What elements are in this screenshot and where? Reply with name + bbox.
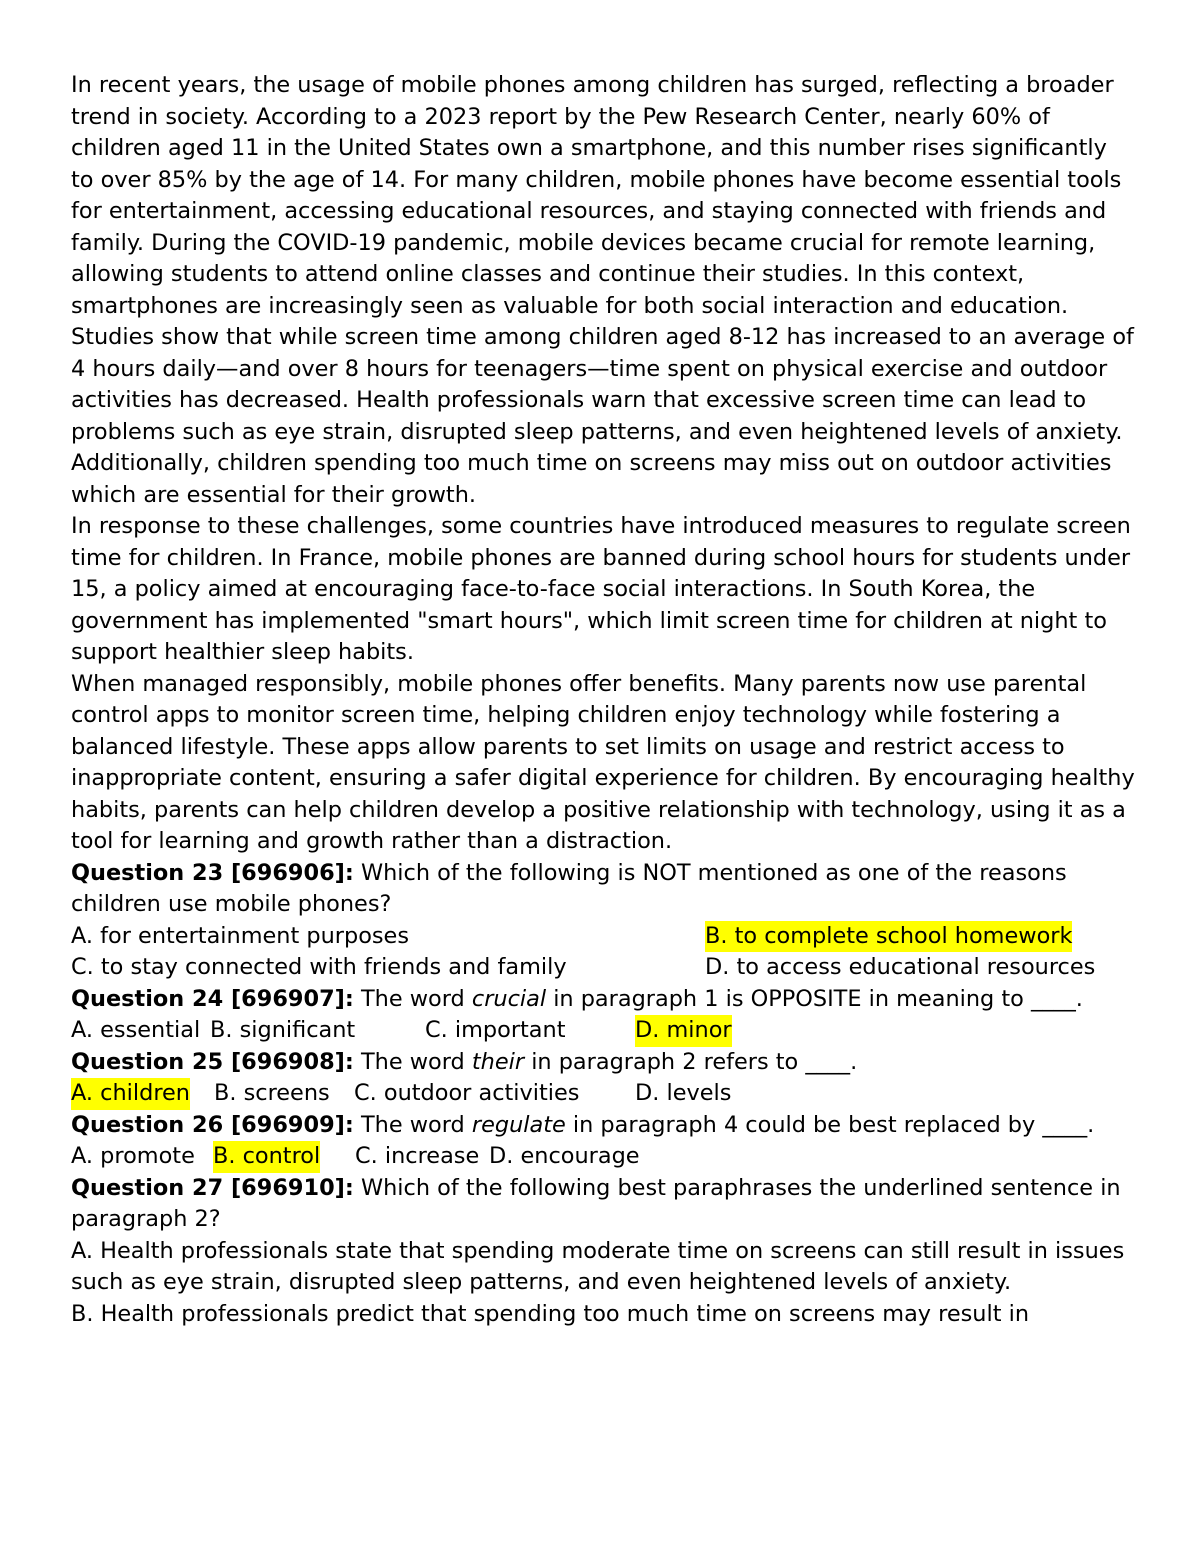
question-25-options xyxy=(71,1078,1136,1110)
question-25-option-b[interactable]: B. screens xyxy=(214,1080,330,1106)
question-25-option-a[interactable]: A. children xyxy=(71,1078,190,1110)
question-27 xyxy=(71,1173,1136,1331)
question-25-option-d[interactable]: D. levels xyxy=(635,1080,732,1106)
question-26 xyxy=(71,1110,1136,1173)
question-23-option-d[interactable]: D. to access educational resources xyxy=(705,954,1096,980)
question-25 xyxy=(71,1047,1136,1110)
question-24-word: crucial xyxy=(471,985,547,1012)
question-27-option-b[interactable]: B. Health professionals predict that spending too much time on screens may result in xyxy=(71,1300,1030,1327)
question-24-option-a[interactable]: A. essential xyxy=(71,1017,201,1043)
question-25-word: their xyxy=(471,1048,525,1075)
question-26-label: Question 26 [696909]: xyxy=(71,1111,354,1138)
document-page xyxy=(71,70,1136,1330)
question-24-option-d[interactable]: D. minor xyxy=(635,1015,732,1047)
question-27-stem xyxy=(71,1173,1136,1236)
question-23-option-c[interactable]: C. to stay connected with friends and family xyxy=(71,954,567,980)
passage-paragraph-2: Studies show that while screen time among children aged 8-12 has increased to an average of 4 hours daily—and over 8 hours for teenagers—time spent on physical exercise and outdoor activities has decreased. Health professionals warn that excessive screen time can lead to problems such as eye strain, disrupted sleep patterns, and even heightened levels of anxiety. Additionally, children spending too much time on screens may miss out on outdoor activities which are essential for their growth. xyxy=(71,324,1134,508)
question-27-text: Which of the following best paraphrases the underlined sentence in paragraph 2? xyxy=(71,1174,1121,1232)
question-25-option-c[interactable]: C. outdoor activities xyxy=(354,1080,580,1106)
question-26-post: in paragraph 4 could be best replaced by ____. xyxy=(565,1111,1095,1138)
question-24-pre: The word xyxy=(353,985,472,1012)
question-27-label: Question 27 [696910]: xyxy=(71,1174,354,1201)
passage-paragraph-4: When managed responsibly, mobile phones offer benefits. Many parents now use parental control apps to monitor screen time, helping children enjoy technology while fostering a balanced lifestyle. These apps allow parents to set limits on usage and restrict access to inappropriate content, ensuring a safer digital experience for children. By encouraging healthy habits, parents can help children develop a positive relationship with technology, using it as a tool for learning and growth rather than a distraction. xyxy=(71,670,1135,854)
question-24-stem xyxy=(71,984,1136,1016)
question-27-option-a[interactable]: A. Health professionals state that spending moderate time on screens can still result in issues such as eye strain, disrupted sleep patterns, and even heightened levels of anxiety. xyxy=(71,1237,1125,1295)
question-26-option-d[interactable]: D. encourage xyxy=(489,1143,640,1169)
question-25-pre: The word xyxy=(353,1048,472,1075)
question-23-label: Question 23 [696906]: xyxy=(71,859,354,886)
question-25-post: in paragraph 2 refers to ____. xyxy=(524,1048,858,1075)
question-23-option-a[interactable]: A. for entertainment purposes xyxy=(71,922,410,949)
question-26-stem xyxy=(71,1110,1136,1142)
question-26-option-c[interactable]: C. increase xyxy=(355,1143,480,1169)
question-23-options-row-2 xyxy=(71,952,1136,984)
question-26-option-b[interactable]: B. control xyxy=(213,1141,320,1173)
question-24-option-b[interactable]: B. significant xyxy=(210,1017,356,1043)
passage-paragraph-1: In recent years, the usage of mobile phones among children has surged, reflecting a broader trend in society. According to a 2023 report by the Pew Research Center, nearly 60% of children aged 11 in the United States own a smartphone, and this number rises significantly to over 85% by the age of 14. For many children, mobile phones have become essential tools for entertainment, accessing educational resources, and staying connected with friends and family. During the COVID-19 pandemic, mobile devices became crucial for remote learning, allowing students to attend online classes and continue their studies. In this context, smartphones are increasingly seen as valuable for both social interaction and education. xyxy=(71,72,1122,319)
question-23-text: Which of the following is NOT mentioned as one of the reasons children use mobile phones? xyxy=(71,859,1067,917)
question-26-word: regulate xyxy=(471,1111,566,1138)
question-26-options xyxy=(71,1141,1136,1173)
question-24-label: Question 24 [696907]: xyxy=(71,985,354,1012)
question-25-label: Question 25 [696908]: xyxy=(71,1048,354,1075)
question-24-post: in paragraph 1 is OPPOSITE in meaning to ____. xyxy=(546,985,1083,1012)
question-24 xyxy=(71,984,1136,1047)
passage-paragraph-3: In response to these challenges, some countries have introduced measures to regulate screen time for children. In France, mobile phones are banned during school hours for students under 15, a policy aimed at encouraging face-to-face social interactions. In South Korea, the government has implemented "smart hours", which limit screen time for children at night to support healthier sleep habits. xyxy=(71,513,1131,665)
question-24-option-c[interactable]: C. important xyxy=(425,1017,566,1043)
question-26-pre: The word xyxy=(353,1111,472,1138)
question-23-stem xyxy=(71,858,1136,921)
question-23-option-b[interactable]: B. to complete school homework xyxy=(705,921,1072,953)
question-23 xyxy=(71,858,1136,984)
question-26-option-a[interactable]: A. promote xyxy=(71,1143,195,1169)
question-25-stem xyxy=(71,1047,1136,1079)
question-23-options-row-1 xyxy=(71,921,1136,953)
question-24-options xyxy=(71,1015,1136,1047)
